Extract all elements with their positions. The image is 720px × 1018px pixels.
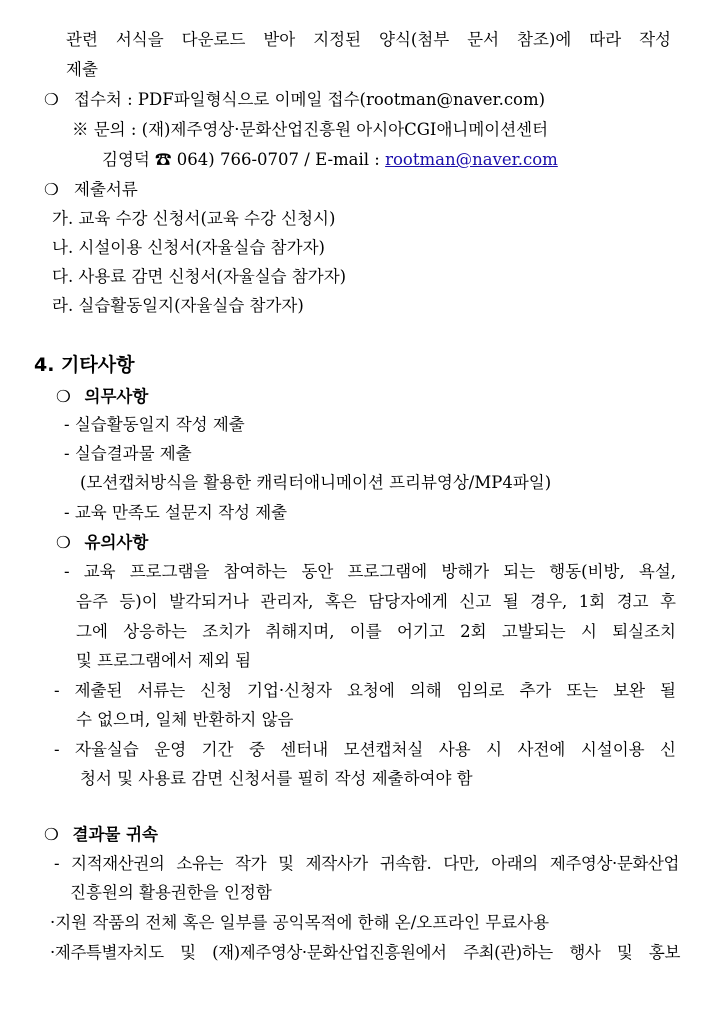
duty-item-note: (모션캡처방식을 활용한 캐릭터애니메이션 프리뷰영상/MP4파일)	[80, 473, 552, 492]
results-line: ·제주특별자치도 및 (재)제주영상·문화산업진흥원에서 주최(관)하는 행사 및 홍보	[50, 943, 680, 962]
results-title: 결과물 귀속	[72, 825, 158, 844]
document-item: 나. 시설이용 신청서(자율실습 참가자)	[52, 238, 325, 257]
note-line: - 자율실습 운영 기간 중 센터내 모션캡처실 사용 시 사전에 시설이용 신	[54, 740, 676, 759]
note-line: 및 프로그램에서 제외 됨	[76, 651, 252, 670]
results-line: 진흥원의 활용권한을 인정함	[70, 883, 272, 902]
circle-bullet-icon: ❍	[44, 825, 59, 844]
note-line: - 제출된 서류는 신청 기업·신청자 요청에 의해 임의로 추가 또는 보완 될	[54, 681, 676, 700]
contact-name-phone: 김영덕 ☎ 064) 766-0707 / E-mail :	[102, 150, 386, 169]
document-item: 다. 사용료 감면 신청서(자율실습 참가자)	[52, 267, 347, 286]
duty-item: - 교육 만족도 설문지 작성 제출	[64, 503, 288, 522]
duty-item: - 실습활동일지 작성 제출	[64, 415, 245, 434]
circle-bullet-icon: ❍	[44, 90, 59, 109]
email-link[interactable]: rootman@naver.com	[385, 150, 558, 169]
circle-bullet-icon: ❍	[44, 180, 59, 199]
results-line: ·지원 작품의 전체 혹은 일부를 공익목적에 한해 온/오프라인 무료사용	[50, 913, 550, 932]
submission-text: 접수처 : PDF파일형식으로 이메일 접수(rootman@naver.com)	[74, 90, 546, 109]
documents-title: 제출서류	[74, 180, 138, 199]
note-line: - 교육 프로그램을 참여하는 동안 프로그램에 방해가 되는 행동(비방, 욕설,	[64, 562, 676, 581]
contact-line	[102, 149, 558, 171]
duty-item: - 실습결과물 제출	[64, 444, 192, 463]
results-line: - 지적재산권의 소유는 작가 및 제작사가 귀속함. 다만, 아래의 제주영상·문화산업	[54, 854, 679, 873]
note-line: 청서 및 사용료 감면 신청서를 필히 작성 제출하여야 함	[80, 769, 473, 788]
document-item: 가. 교육 수강 신청서(교육 수강 신청시)	[52, 209, 336, 228]
circle-bullet-icon: ❍	[56, 387, 71, 406]
circle-bullet-icon: ❍	[56, 533, 71, 552]
results-header	[44, 824, 158, 846]
section-heading: 4. 기타사항	[34, 354, 135, 376]
documents-header	[44, 179, 138, 201]
text-line: 제출	[66, 60, 98, 79]
notes-header	[56, 532, 148, 554]
document-item: 라. 실습활동일지(자율실습 참가자)	[52, 296, 304, 315]
inquiry-text: ※ 문의 : (재)제주영상·문화산업진흥원 아시아CGI애니메이션센터	[72, 120, 549, 139]
text-line: 관련 서식을 다운로드 받아 지정된 양식(첨부 문서 참조)에 따라 작성	[66, 30, 671, 49]
duties-header	[56, 386, 148, 408]
notes-title: 유의사항	[84, 533, 149, 552]
duties-title: 의무사항	[84, 387, 149, 406]
note-line: 수 없으며, 일체 반환하지 않음	[76, 710, 294, 729]
note-line: 그에 상응하는 조치가 취해지며, 이를 어기고 2회 고발되는 시 퇴실조치	[76, 622, 676, 641]
note-line: 음주 등)이 발각되거나 관리자, 혹은 담당자에게 신고 될 경우, 1회 경고 후	[76, 592, 676, 611]
submission-item	[44, 89, 545, 111]
